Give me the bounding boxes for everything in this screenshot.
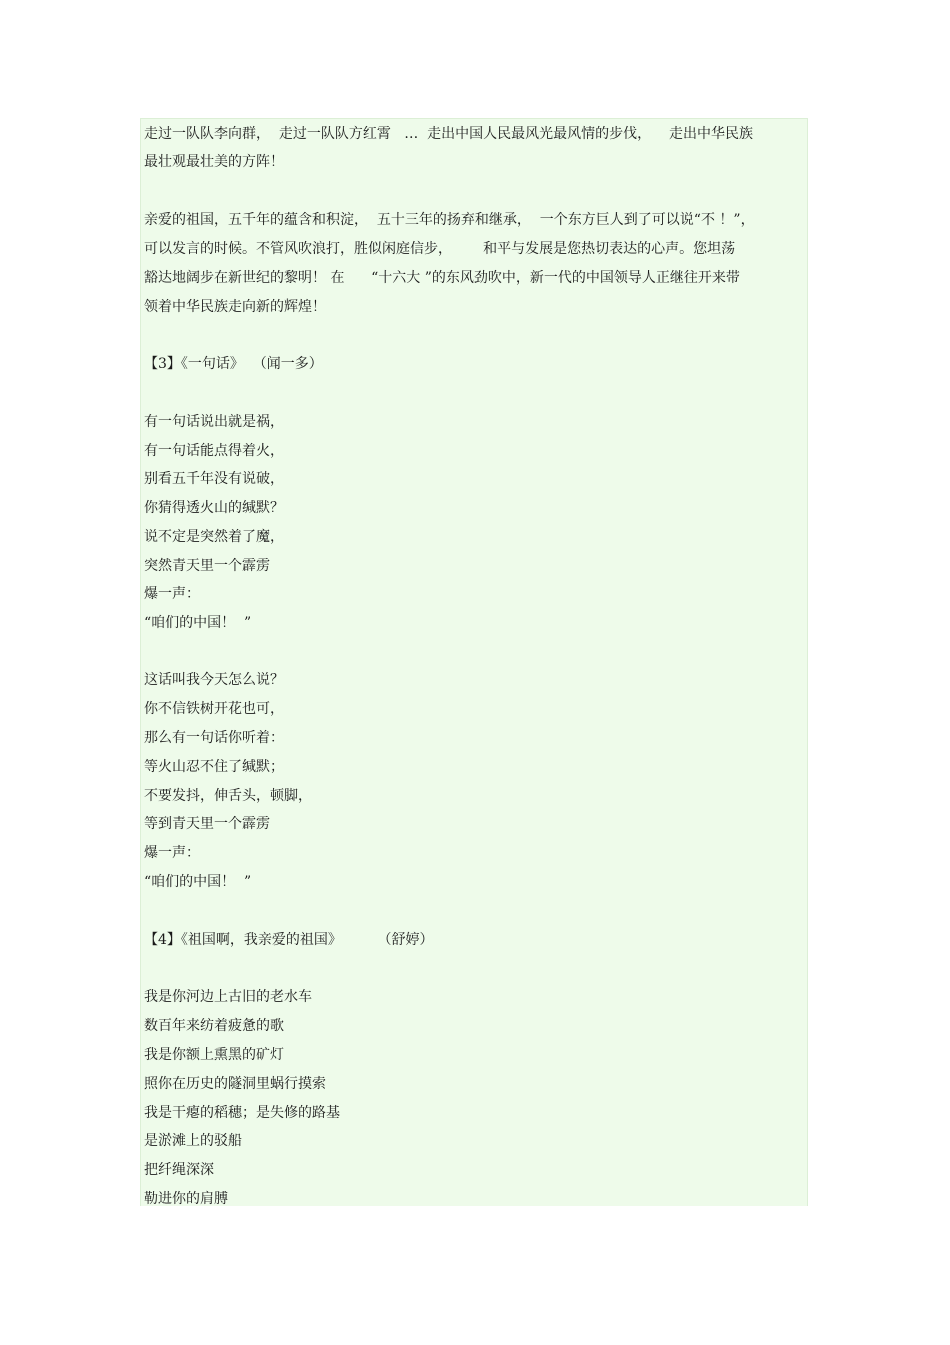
poem-line: 有一句话能点得着火， (144, 443, 284, 459)
poem-line: 爆一声： (144, 586, 200, 602)
poem-line: 爆一声： (144, 845, 200, 861)
poem-line: 你不信铁树开花也可， (144, 701, 284, 717)
prose-line: 可以发言的时候。不管风吹浪打，胜似闲庭信步， 和平与发展是您热切表达的心声。您坦荡 (144, 241, 736, 257)
poem-line: 是淤滩上的驳船 (144, 1133, 242, 1149)
poem-line: 你猜得透火山的缄默？ (144, 500, 284, 516)
poem-line: “咱们的中国！ ” (144, 874, 252, 890)
poem-line: 等到青天里一个霹雳 (144, 816, 270, 832)
poem-line: 勒进你的肩膊 (144, 1191, 228, 1207)
poem-line: “咱们的中国！ ” (144, 615, 252, 631)
prose-line: 最壮观最壮美的方阵！ (144, 154, 284, 170)
poem-line: 别看五千年没有说破， (144, 471, 284, 487)
poem-heading: 【3】《一句话》 （闻一多） (144, 356, 323, 372)
poem-line: 数百年来纺着疲惫的歌 (144, 1018, 284, 1034)
prose-line: 亲爱的祖国，五千年的蕴含和积淀， 五十三年的扬弃和继承， 一个东方巨人到了可以说“不 ！”， (144, 212, 755, 228)
poem-heading: 【4】《祖国啊，我亲爱的祖国》 （舒婷） (144, 932, 434, 948)
poem-line: 把纤绳深深 (144, 1162, 214, 1178)
prose-line: 领着中华民族走向新的辉煌！ (144, 299, 326, 315)
poem-line: 突然青天里一个霹雳 (144, 558, 270, 574)
poem-line: 我是干瘪的稻穗；是失修的路基 (144, 1105, 340, 1121)
poem-line: 那么有一句话你听着： (144, 730, 284, 746)
prose-line: 豁达地阔步在新世纪的黎明！ 在 “十六大 ”的东风劲吹中，新一代的中国领导人正继往开来带 (144, 270, 740, 286)
poem-line: 不要发抖，伸舌头，顿脚， (144, 788, 312, 804)
poem-line: 我是你河边上古旧的老水车 (144, 989, 312, 1005)
poem-line: 说不定是突然着了魔， (144, 529, 284, 545)
poem-line: 照你在历史的隧洞里蜗行摸索 (144, 1076, 326, 1092)
poem-line: 我是你额上熏黑的矿灯 (144, 1047, 284, 1063)
poem-line: 等火山忍不住了缄默； (144, 759, 284, 775)
prose-line: 走过一队队李向群， 走过一队队方红霄 … 走出中国人民最风光最风情的步伐， 走出中华民族 (144, 126, 753, 142)
poem-line: 这话叫我今天怎么说？ (144, 672, 284, 688)
poem-line: 有一句话说出就是祸， (144, 414, 284, 430)
